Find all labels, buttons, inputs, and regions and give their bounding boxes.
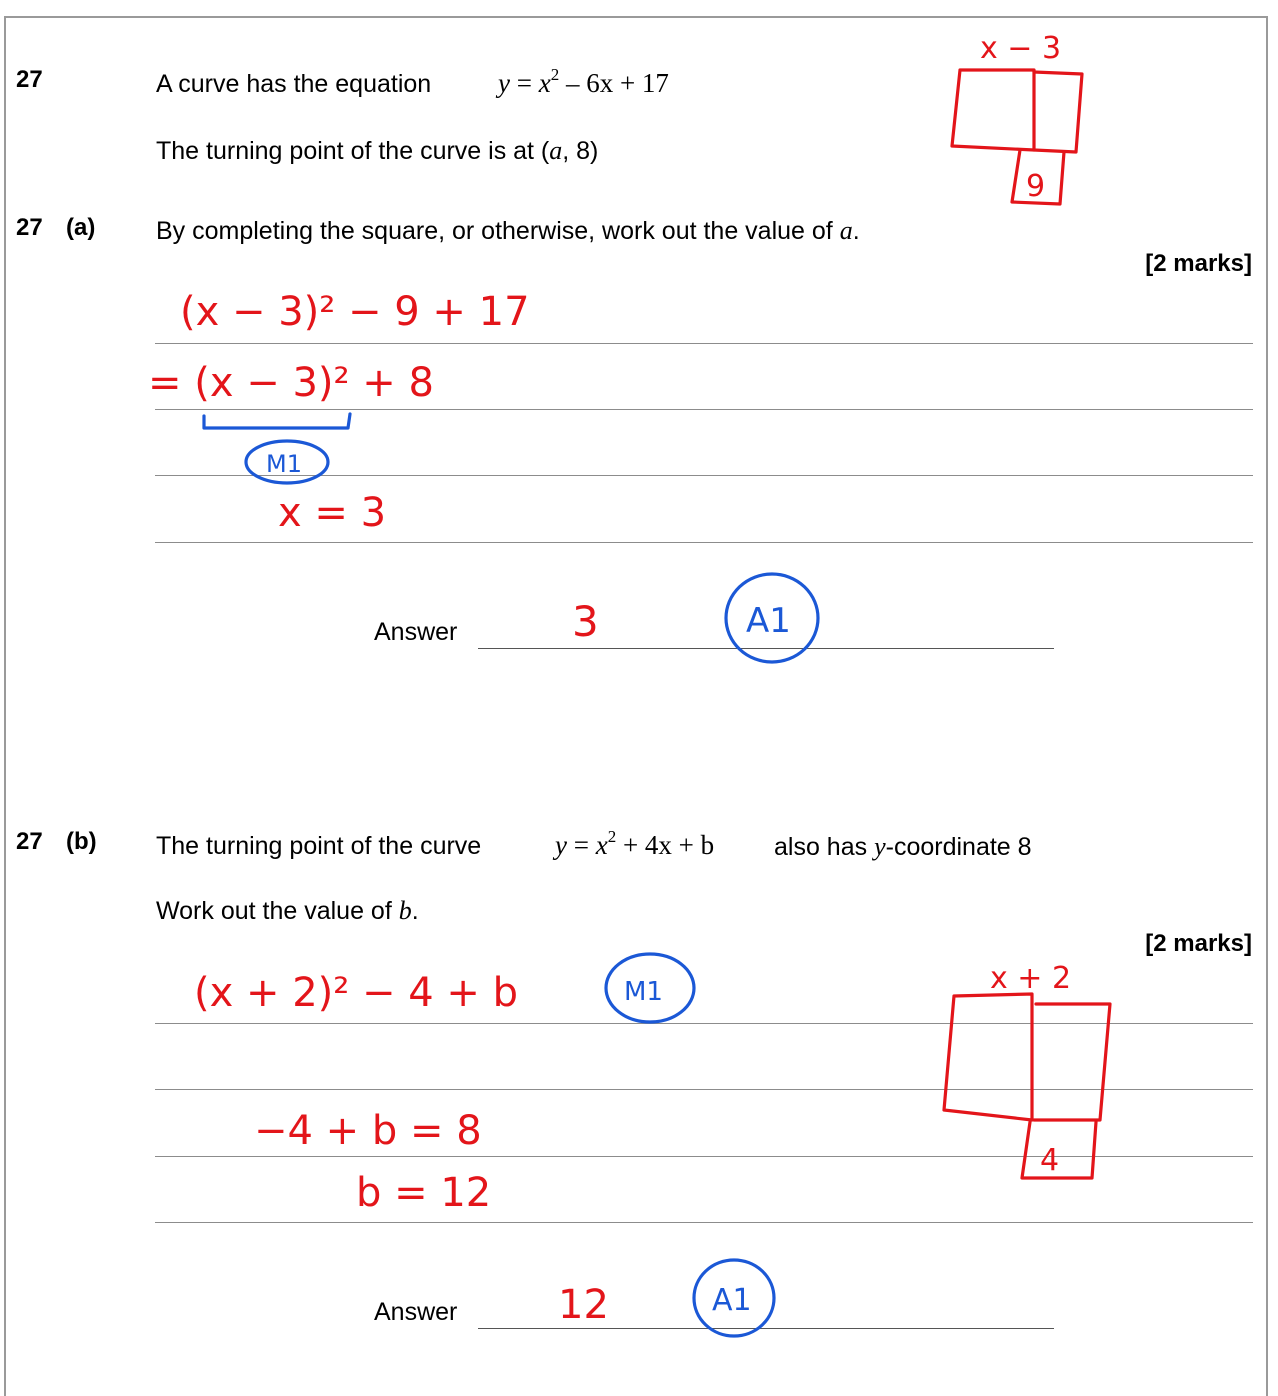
part-b-instruction: Work out the value of b. — [156, 896, 419, 925]
part-b-working-line-2: −4 + b = 8 — [254, 1108, 482, 1154]
part-a-answer-value: 3 — [572, 597, 599, 646]
mark-b-m1: M1 — [624, 977, 663, 1007]
part-b-answer-value: 12 — [558, 1282, 609, 1328]
underline-bracket-a — [204, 414, 350, 428]
question-intro: A curve has the equation — [156, 70, 432, 98]
square-diagram-a — [952, 70, 1082, 204]
square-diagram-b — [944, 994, 1110, 1178]
part-b-prompt-start: The turning point of the curve — [156, 832, 482, 860]
curve-equation: $y = x^2 - 6x + 17$ — [498, 65, 669, 98]
part-b-working-line-1: (x + 2)² − 4 + b — [194, 970, 519, 1016]
part-b-answer-label: Answer — [374, 1298, 458, 1326]
turning-point-statement: The turning point of the curve is at (a, 8) — [156, 136, 599, 165]
part-a-working-line-3: x = 3 — [278, 490, 387, 536]
mark-a-a1: A1 — [746, 601, 791, 641]
part-b-working-line-3: b = 12 — [356, 1170, 492, 1216]
part-a-number: 27 — [16, 214, 43, 241]
part-b-number: 27 — [16, 828, 43, 855]
part-a-working-line-1: (x − 3)² − 9 + 17 — [180, 289, 530, 335]
part-a-label: (a) — [66, 214, 96, 241]
part-b-marks: [2 marks] — [1145, 930, 1252, 957]
square-diagram-a-corner-label: 9 — [1026, 169, 1046, 204]
part-a-working-line-2: = (x − 3)² + 8 — [148, 360, 434, 406]
part-b-prompt-end: also has y-coordinate 8 — [774, 832, 1032, 861]
square-diagram-b-top-label: x + 2 — [990, 961, 1072, 996]
part-b-equation: $y = x^2 + 4x + b$ — [555, 827, 715, 860]
mark-a-m1: M1 — [266, 450, 302, 478]
square-diagram-a-top-label: x − 3 — [980, 31, 1062, 66]
part-b-label: (b) — [66, 828, 97, 855]
square-diagram-b-corner-label: 4 — [1040, 1143, 1060, 1178]
part-a-prompt: By completing the square, or otherwise, work out the value of a. — [156, 216, 860, 245]
question-number: 27 — [16, 66, 43, 93]
mark-b-a1: A1 — [712, 1283, 752, 1318]
part-a-marks: [2 marks] — [1145, 250, 1252, 277]
part-a-answer-label: Answer — [374, 618, 458, 646]
